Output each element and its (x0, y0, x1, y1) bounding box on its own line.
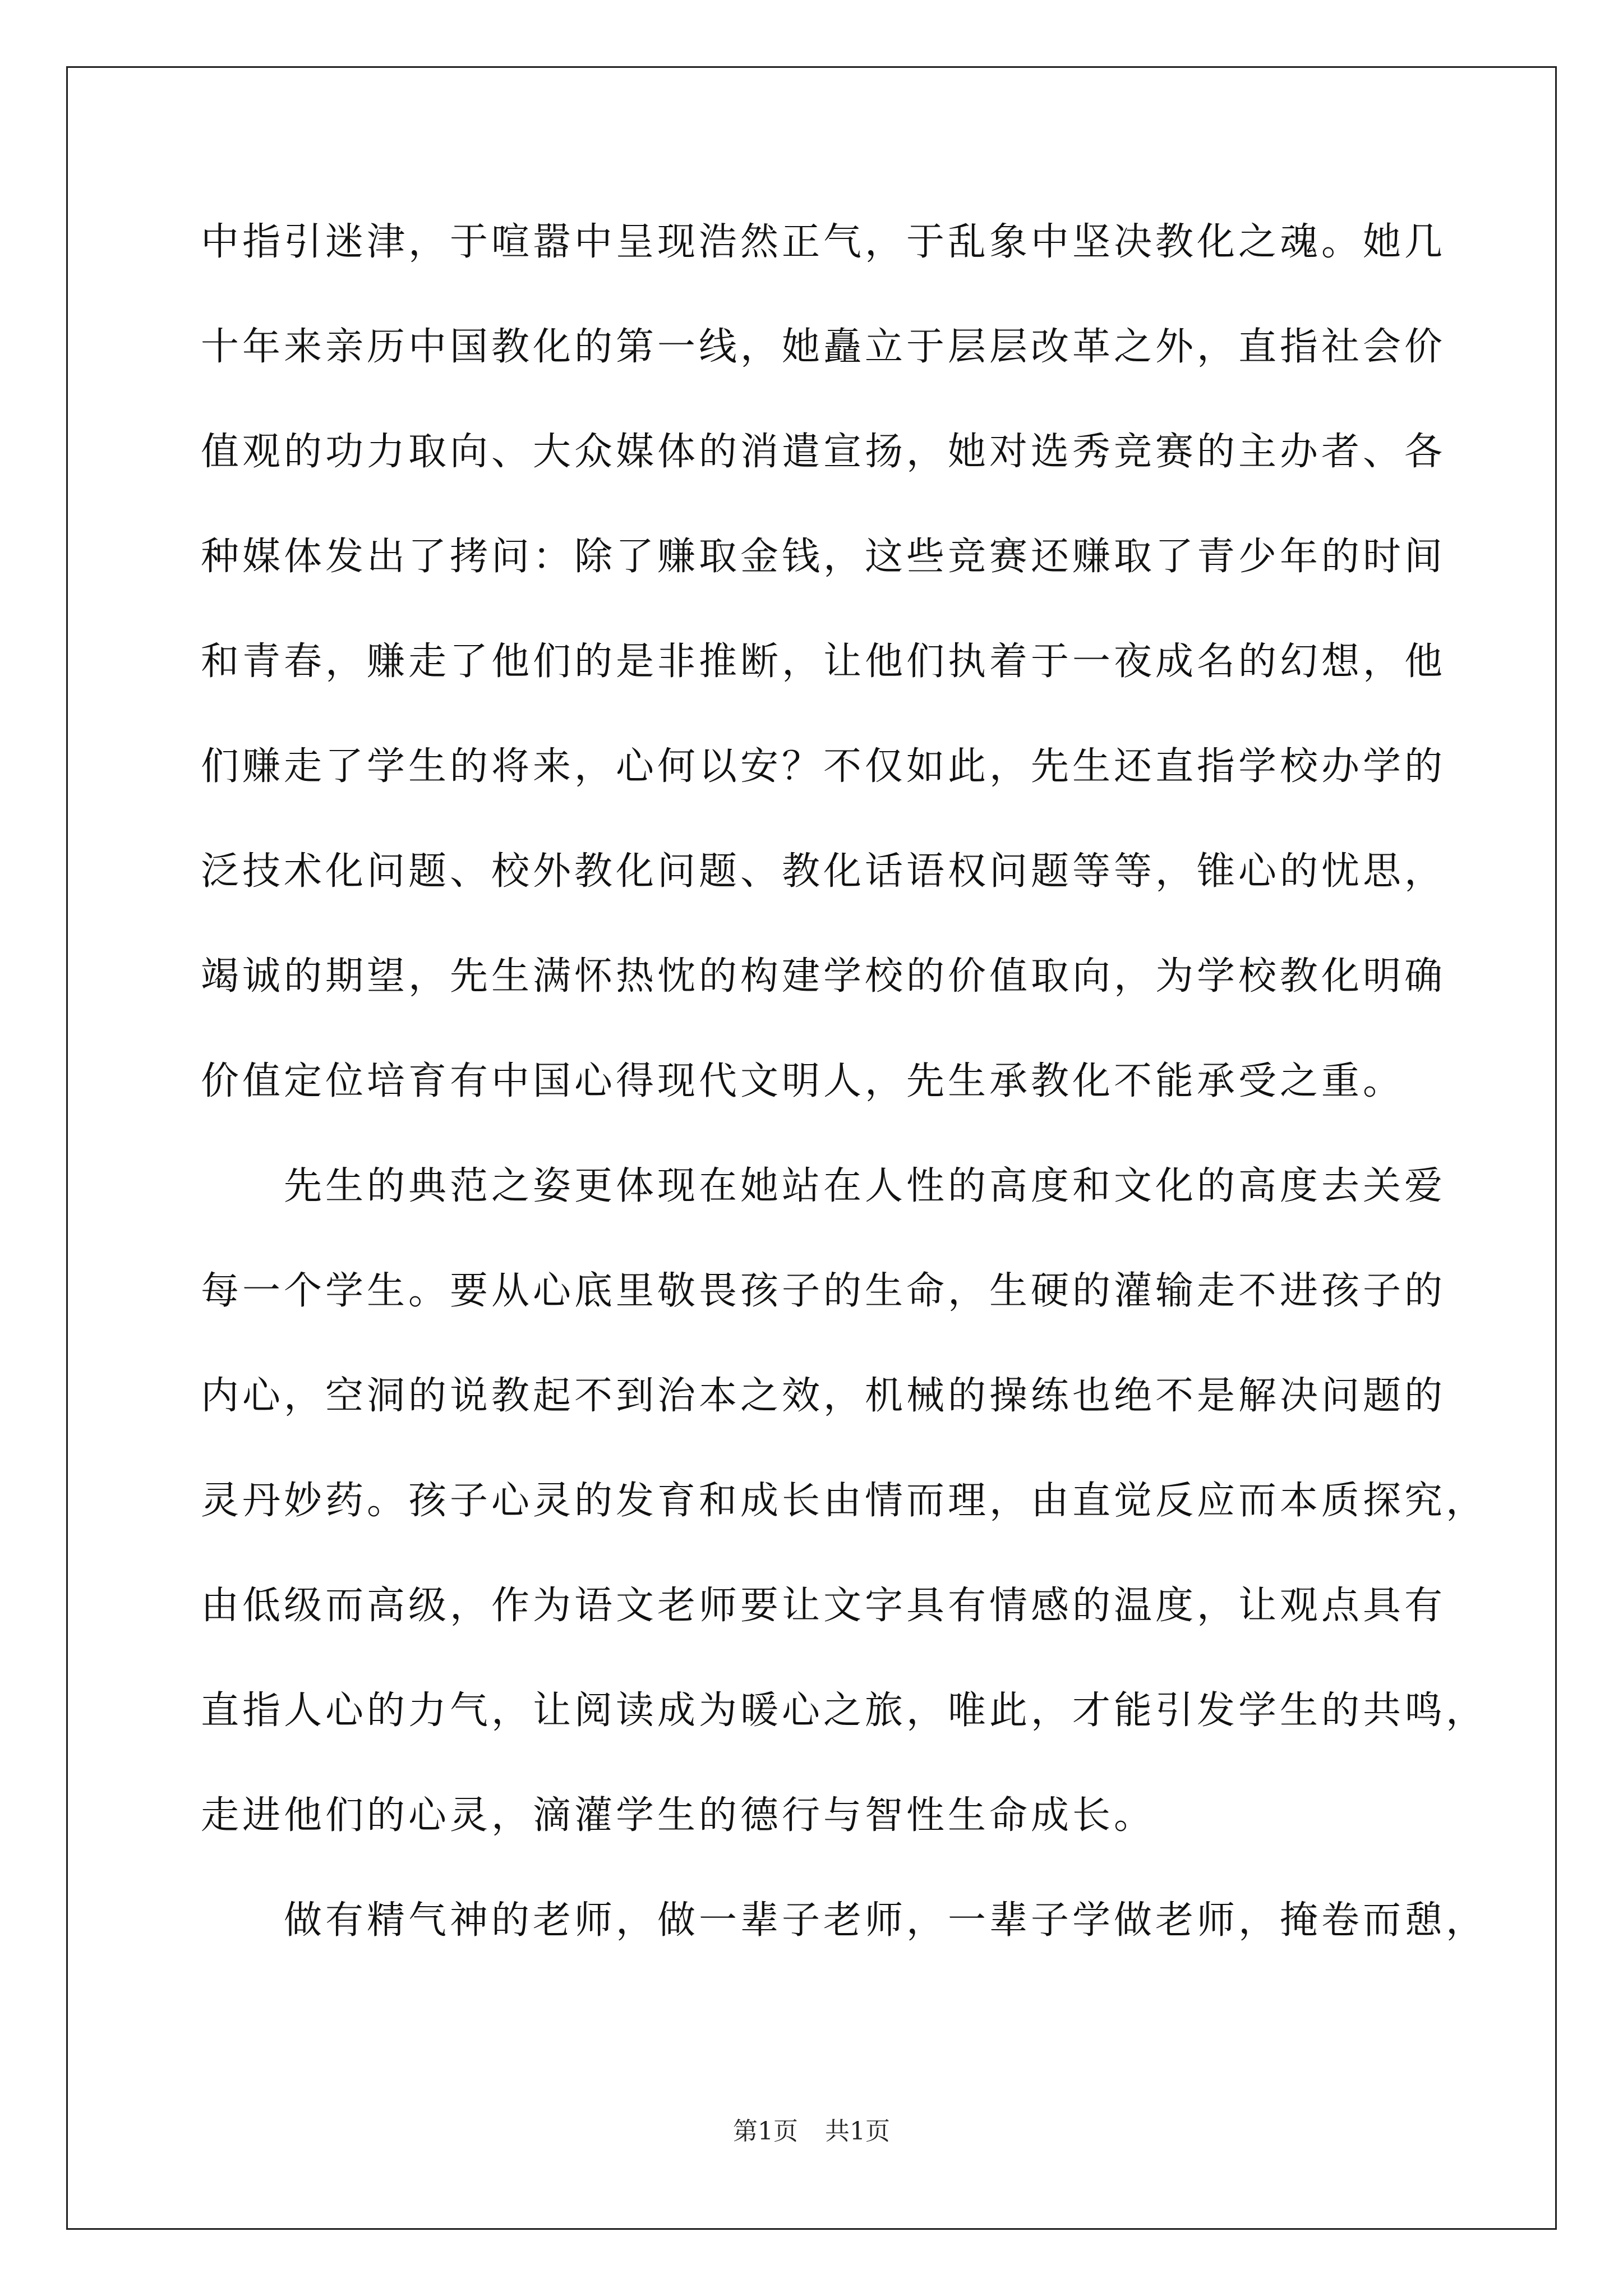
text-line: 每一个学生。要从心底里敬畏孩子的生命，生硬的灌输走不进孩子的 (201, 1269, 1446, 1313)
text-line: 走进他们的心灵，滴灌学生的德行与智性生命成长。 (201, 1793, 1156, 1838)
text-line: 们赚走了学生的将来，心何以安？不仅如此，先生还直指学校办学的 (201, 744, 1446, 789)
document-body (201, 215, 1488, 1999)
text-line: 由低级而高级，作为语文老师要让文字具有情感的温度，让观点具有 (201, 1584, 1446, 1628)
text-line: 中指引迷津，于喧嚣中呈现浩然正气，于乱象中坚决教化之魂。她几 (201, 220, 1446, 264)
text-line: 竭诚的期望，先生满怀热忱的构建学校的价值取向，为学校教化明确 (201, 954, 1446, 999)
text-line: 内心，空洞的说教起不到治本之效，机械的操练也绝不是解决问题的 (201, 1374, 1446, 1418)
text-line: 先生的典范之姿更体现在她站在人性的高度和文化的高度去关爱 (201, 1164, 1446, 1208)
text-line: 种媒体发出了拷问：除了赚取金钱，这些竞赛还赚取了青少年的时间 (201, 535, 1446, 579)
text-line: 泛技术化问题、校外教化问题、教化话语权问题等等，锥心的忧思， (201, 849, 1446, 894)
text-line: 和青春，赚走了他们的是非推断，让他们执着于一夜成名的幻想，他 (201, 639, 1446, 684)
page-number: 第1页 (733, 2117, 798, 2146)
text-line: 十年来亲历中国教化的第一线，她矗立于层层改革之外，直指社会价 (201, 325, 1446, 369)
text-line: 做有精气神的老师，做一辈子老师，一辈子学做老师，掩卷而憩， (201, 1898, 1488, 1943)
text-line: 值观的功力取向、大众媒体的消遣宣扬，她对选秀竞赛的主办者、各 (201, 430, 1446, 474)
page-footer (0, 2115, 1623, 2148)
text-line: 直指人心的力气，让阅读成为暖心之旅，唯此，才能引发学生的共鸣， (201, 1688, 1488, 1733)
text-line: 灵丹妙药。孩子心灵的发育和成长由情而理，由直觉反应而本质探究， (201, 1479, 1488, 1523)
text-line: 价值定位培育有中国心得现代文明人，先生承教化不能承受之重。 (201, 1059, 1405, 1103)
page-total: 共1页 (825, 2117, 890, 2146)
